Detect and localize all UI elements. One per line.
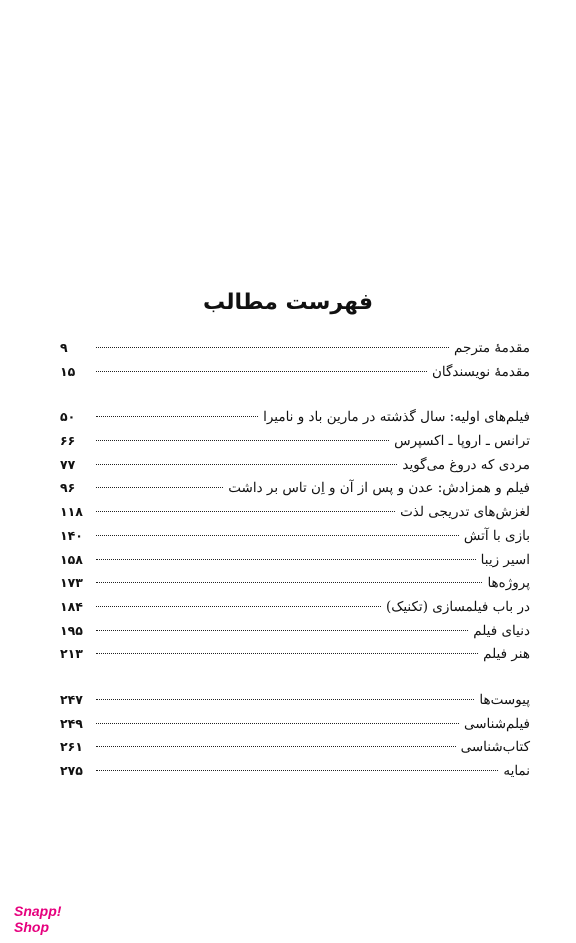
toc-entry xyxy=(60,688,530,712)
dot-leader xyxy=(96,699,474,700)
dot-leader xyxy=(96,440,389,441)
toc-entry xyxy=(60,405,530,429)
toc-entry xyxy=(60,595,530,619)
snappshop-watermark-logo xyxy=(12,902,72,936)
toc-group-appendices xyxy=(60,688,530,783)
dot-leader xyxy=(96,630,468,631)
toc-entry-label: دنیای فیلم xyxy=(473,622,530,639)
dot-leader xyxy=(96,606,381,607)
toc-entry-page: ۹ xyxy=(60,340,68,355)
dot-leader xyxy=(96,723,459,724)
toc-entry xyxy=(60,360,530,384)
toc-entry-page: ۱۵۸ xyxy=(60,551,83,567)
toc-entry-page: ۶۶ xyxy=(60,433,76,449)
toc-entry xyxy=(60,642,530,666)
toc-entry-page: ۱۹۵ xyxy=(60,622,83,638)
toc-entry-page: ۲۴۹ xyxy=(60,715,83,731)
toc-entry-page: ۱۴۰ xyxy=(60,527,83,543)
dot-leader xyxy=(96,371,427,372)
dot-leader xyxy=(96,487,223,488)
toc-entry xyxy=(60,336,530,360)
toc-entry xyxy=(60,548,530,572)
toc-entry-label: نمایه xyxy=(503,763,530,779)
toc-entry-label: مقدمهٔ مترجم xyxy=(454,340,530,356)
toc-entry-label: پروژه‌ها xyxy=(487,575,530,592)
toc-entry-label: پیوست‌ها xyxy=(479,691,530,708)
toc-entry-label: فیلم و همزادش: عدن و پس از آن و اِن تاس بر داشت xyxy=(228,480,530,497)
toc-entry-label: فیلم‌شناسی xyxy=(463,715,530,732)
toc-entry-label: مردی که دروغ می‌گوید xyxy=(402,456,530,473)
toc-entry-page: ۱۷۳ xyxy=(60,575,83,591)
toc-entry xyxy=(60,759,530,783)
toc-entry-page: ۲۷۵ xyxy=(60,763,83,778)
dot-leader xyxy=(96,416,258,417)
dot-leader xyxy=(96,511,395,512)
toc-entry-page: ۱۵ xyxy=(60,363,76,379)
toc-entry-label: فیلم‌های اولیه: سال گذشته در مارین باد و نامیرا xyxy=(263,409,530,426)
toc-entry xyxy=(60,712,530,736)
toc-entry xyxy=(60,500,530,524)
toc-entry-label: ترانس ـ اروپا ـ اکسپرس xyxy=(394,433,530,450)
toc-entry xyxy=(60,524,530,548)
dot-leader xyxy=(96,582,482,583)
page-title: فهرست مطالب xyxy=(202,290,374,315)
toc-entry-page: ۲۶۱ xyxy=(60,739,83,755)
toc-entry-label: لغزش‌های تدریجی لذت xyxy=(400,504,530,521)
dot-leader xyxy=(96,535,459,536)
toc-entry-label: اسیر زیبا xyxy=(480,551,530,568)
toc-entry-label: هنر فیلم xyxy=(483,646,530,663)
toc-entry-page: ۲۴۷ xyxy=(60,691,83,707)
toc-entry xyxy=(60,453,530,477)
toc-entry xyxy=(60,476,530,500)
watermark-line2: Shop xyxy=(14,919,49,935)
toc-group-front-matter xyxy=(60,336,530,383)
toc-entry xyxy=(60,619,530,643)
toc-entry xyxy=(60,735,530,759)
toc-entry-page: ۹۶ xyxy=(60,480,76,496)
toc-group-chapters xyxy=(60,405,530,666)
toc-entry xyxy=(60,571,530,595)
toc-entry-page: ۵۰ xyxy=(60,409,76,425)
toc-entry-page: ۱۱۸ xyxy=(60,504,83,520)
dot-leader xyxy=(96,559,476,560)
toc-entry-label: کتاب‌شناسی xyxy=(460,739,530,756)
toc-entry-page: ۷۷ xyxy=(60,456,76,472)
toc-entry-label: بازی با آتش xyxy=(463,527,530,544)
dot-leader xyxy=(96,653,478,654)
toc-entry-label: در باب فیلمسازی (تکنیک) xyxy=(385,598,530,615)
table-of-contents xyxy=(60,336,530,783)
toc-entry-label: مقدمهٔ نویسندگان xyxy=(431,363,530,380)
dot-leader xyxy=(96,464,397,465)
dot-leader xyxy=(96,770,498,771)
dot-leader xyxy=(96,746,456,747)
toc-entry-page: ۱۸۴ xyxy=(60,598,83,614)
dot-leader xyxy=(96,347,449,348)
watermark-line1: Snapp! xyxy=(14,903,62,919)
toc-entry xyxy=(60,429,530,453)
toc-entry-page: ۲۱۳ xyxy=(60,646,83,662)
